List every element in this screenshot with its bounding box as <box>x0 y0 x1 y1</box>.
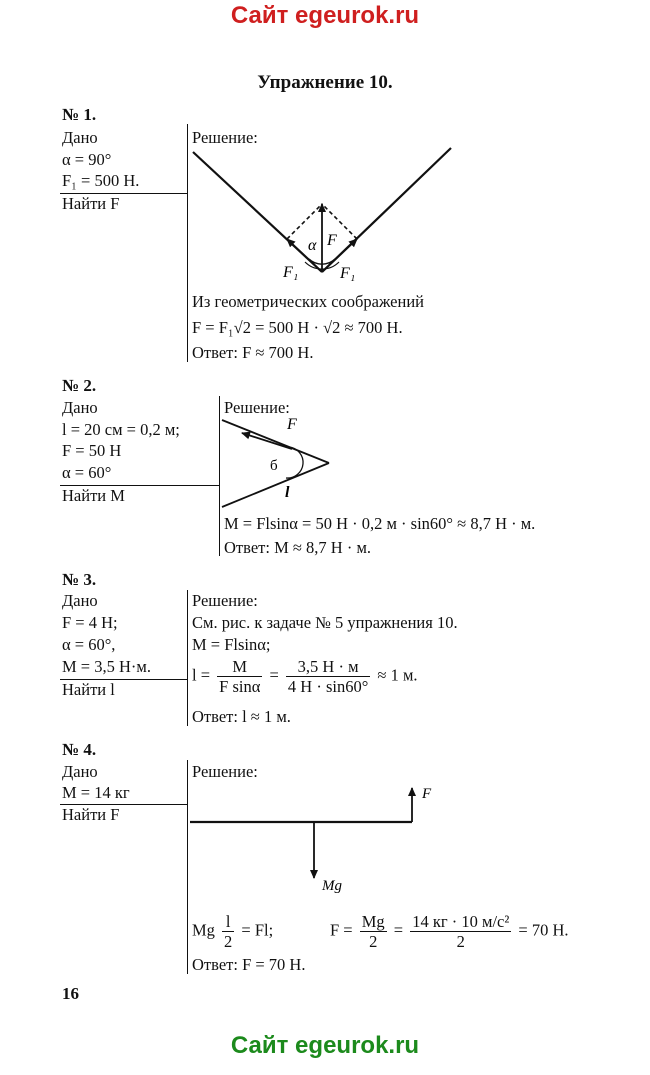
label-f: F <box>287 416 297 433</box>
formula-lhs: l = <box>192 665 211 685</box>
given-line: F₁ = 500 Н. <box>62 171 140 190</box>
given-line: l = 20 см = 0,2 м; <box>62 420 180 439</box>
solution-formula-right <box>330 912 569 951</box>
fraction-numerator: M <box>232 657 248 676</box>
fraction-denominator: F sinα <box>219 677 261 696</box>
problem-number: № 2. <box>62 376 97 395</box>
solution-formula: M = Flsinα = 50 Н · 0,2 м · sin60° ≈ 8,7 Н · м. <box>224 514 536 533</box>
fraction-denominator: 2 <box>410 931 511 951</box>
problem-number: № 4. <box>62 740 97 759</box>
given-label: Дано <box>62 591 98 610</box>
formula-result: ≈ 1 м. <box>377 665 418 685</box>
answer-value: F ≈ 700 Н. <box>242 343 314 362</box>
fraction-denominator: 2 <box>360 931 387 951</box>
answer-label: Ответ: <box>192 707 238 726</box>
solution-label: Решение: <box>192 128 258 147</box>
label-alpha: б <box>270 458 278 474</box>
solution-label: Решение: <box>192 762 258 781</box>
given-label: Дано <box>62 762 98 781</box>
answer-label: Ответ: <box>224 538 270 557</box>
label-f: F <box>327 232 337 249</box>
solution-formula-left <box>192 912 273 951</box>
fraction-numeric <box>410 912 511 951</box>
given-line: M = 14 кг <box>62 783 130 802</box>
answer-value: M ≈ 8,7 Н · м. <box>274 538 372 557</box>
given-label: Дано <box>62 128 98 147</box>
formula-term: Mg <box>192 920 215 940</box>
label-f: F <box>422 786 432 802</box>
solution-label: Решение: <box>192 591 258 610</box>
label-f1-right: F₁ <box>340 265 356 282</box>
fraction-symbolic <box>360 912 387 951</box>
answer-value: l ≈ 1 м. <box>242 707 291 726</box>
answer-value: F = 70 Н. <box>242 955 306 974</box>
answer-label: Ответ: <box>192 343 238 362</box>
label-f1-left: F₁ <box>283 264 299 281</box>
formula-lhs: F = <box>330 920 353 940</box>
given-line: α = 60° <box>62 463 112 482</box>
find-line: Найти l <box>62 680 115 699</box>
site-watermark-bottom: Сайт egeurok.ru <box>230 1032 420 1059</box>
answer-label: Ответ: <box>192 955 238 974</box>
solution-formula: F = F₁√2 = 500 Н · √2 ≈ 700 Н. <box>192 318 403 337</box>
fraction-numerator: 14 кг · 10 м/с² <box>412 912 510 931</box>
solution-line: M = Flsinα; <box>192 635 271 654</box>
page-number: 16 <box>62 984 79 1003</box>
label-l: l <box>285 484 290 501</box>
given-line: F = 50 Н <box>62 441 122 460</box>
solution-label: Решение: <box>224 398 290 417</box>
find-line: Найти F <box>62 194 120 213</box>
problem-number: № 3. <box>62 570 97 589</box>
site-watermark-top: Сайт egeurok.ru <box>230 2 420 29</box>
find-line: Найти F <box>62 805 120 824</box>
label-mg: Mg <box>322 878 342 894</box>
formula-result: = 70 Н. <box>518 920 569 940</box>
problem-number: № 1. <box>62 105 97 124</box>
fraction-denominator: 4 Н · sin60° <box>287 677 369 696</box>
fraction-numerator: l <box>225 912 231 931</box>
given-line: α = 60°, <box>62 635 116 654</box>
given-line: M = 3,5 Н·м. <box>62 657 151 676</box>
formula-equals: = <box>393 920 404 940</box>
fraction-numerator: Mg <box>361 912 385 931</box>
page-title: Упражнение 10. <box>257 72 393 93</box>
given-label: Дано <box>62 398 98 417</box>
fraction-l-over-2 <box>222 912 234 951</box>
answer-line <box>192 955 305 975</box>
solution-line: См. рис. к задаче № 5 упражнения 10. <box>192 613 458 632</box>
label-alpha: α <box>308 237 317 254</box>
fraction-numerator: 3,5 Н · м <box>297 657 359 676</box>
given-line: F = 4 Н; <box>62 613 118 632</box>
formula-term: = Fl; <box>241 920 274 940</box>
fraction-denominator: 2 <box>224 932 233 951</box>
solution-line: Из геометрических соображений <box>192 292 424 311</box>
find-line: Найти M <box>62 486 125 505</box>
formula-equals: = <box>269 665 279 685</box>
given-line: α = 90° <box>62 150 112 169</box>
